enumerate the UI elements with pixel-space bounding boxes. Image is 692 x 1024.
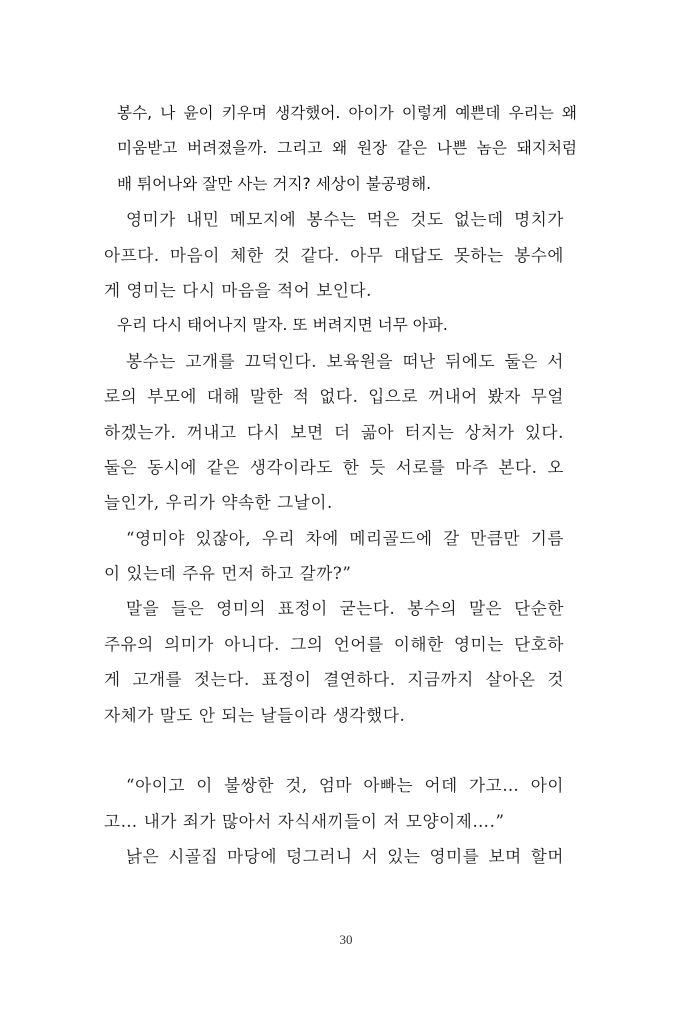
paragraph-line: 늘인가, 우리가 약속한 그날이. (104, 493, 333, 513)
paragraph-line: 낡은 시골집 마당에 덩그러니 서 있는 영미를 보며 할머 (126, 847, 564, 867)
memo-line: 봉수, 나 윤이 키우며 생각했어. 아이가 이렇게 예쁜데 우리는 왜 (117, 104, 577, 122)
paragraph-line: 아프다. 마음이 체한 것 같다. 아무 대답도 못하는 봉수에 (104, 245, 564, 265)
memo-line: 배 튀어나와 잘만 사는 거지? 세상이 불공평해. (117, 174, 432, 193)
memo-line: 미움받고 버려졌을까. 그리고 왜 원장 같은 나쁜 놈은 돼지처럼 (117, 139, 577, 158)
paragraph-line: 주유의 의미가 아니다. 그의 언어를 이해한 영미는 단호하 (104, 634, 564, 654)
paragraph-line: 자체가 말도 안 되는 날들이라 생각했다. (104, 705, 406, 725)
dialogue-line: 이 있는데 주유 먼저 하고 갈까?” (104, 564, 352, 584)
paragraph-line: 말을 들은 영미의 표정이 굳는다. 봉수의 말은 단순한 (126, 599, 564, 619)
paragraph-line: 둘은 동시에 같은 생각이라도 한 듯 서로를 마주 본다. 오 (104, 457, 564, 477)
dialogue-line: 고… 내가 죄가 많아서 자식새끼들이 저 모양이제….” (104, 811, 505, 831)
body-text (104, 96, 577, 875)
dialogue-line: “아이고 이 불쌍한 것, 엄마 아빠는 어데 가고… 아이 (126, 776, 564, 796)
paragraph-line: 하겠는가. 꺼내고 다시 보면 더 곪아 터지는 상처가 있다. (104, 422, 564, 442)
paragraph-line: 게 고개를 젓는다. 표정이 결연하다. 지금까지 살아온 것 (104, 670, 564, 690)
paragraph-line: 게 영미는 다시 마음을 적어 보인다. (104, 280, 373, 300)
paragraph-line: 영미가 내민 메모지에 봉수는 먹은 것도 없는데 명치가 (126, 210, 564, 230)
dialogue-line: “영미야 있잖아, 우리 차에 메리골드에 갈 만큼만 기름 (126, 528, 564, 548)
scene-break (104, 733, 564, 768)
page-number: 30 (339, 932, 353, 947)
paragraph-line: 봉수는 고개를 끄덕인다. 보육원을 떠난 뒤에도 둘은 서 (126, 351, 564, 371)
memo-line: 우리 다시 태어나지 말자. 또 버려지면 너무 아파. (117, 316, 448, 335)
paragraph-line: 로의 부모에 대해 말한 적 없다. 입으로 꺼내어 봤자 무얼 (104, 387, 564, 407)
